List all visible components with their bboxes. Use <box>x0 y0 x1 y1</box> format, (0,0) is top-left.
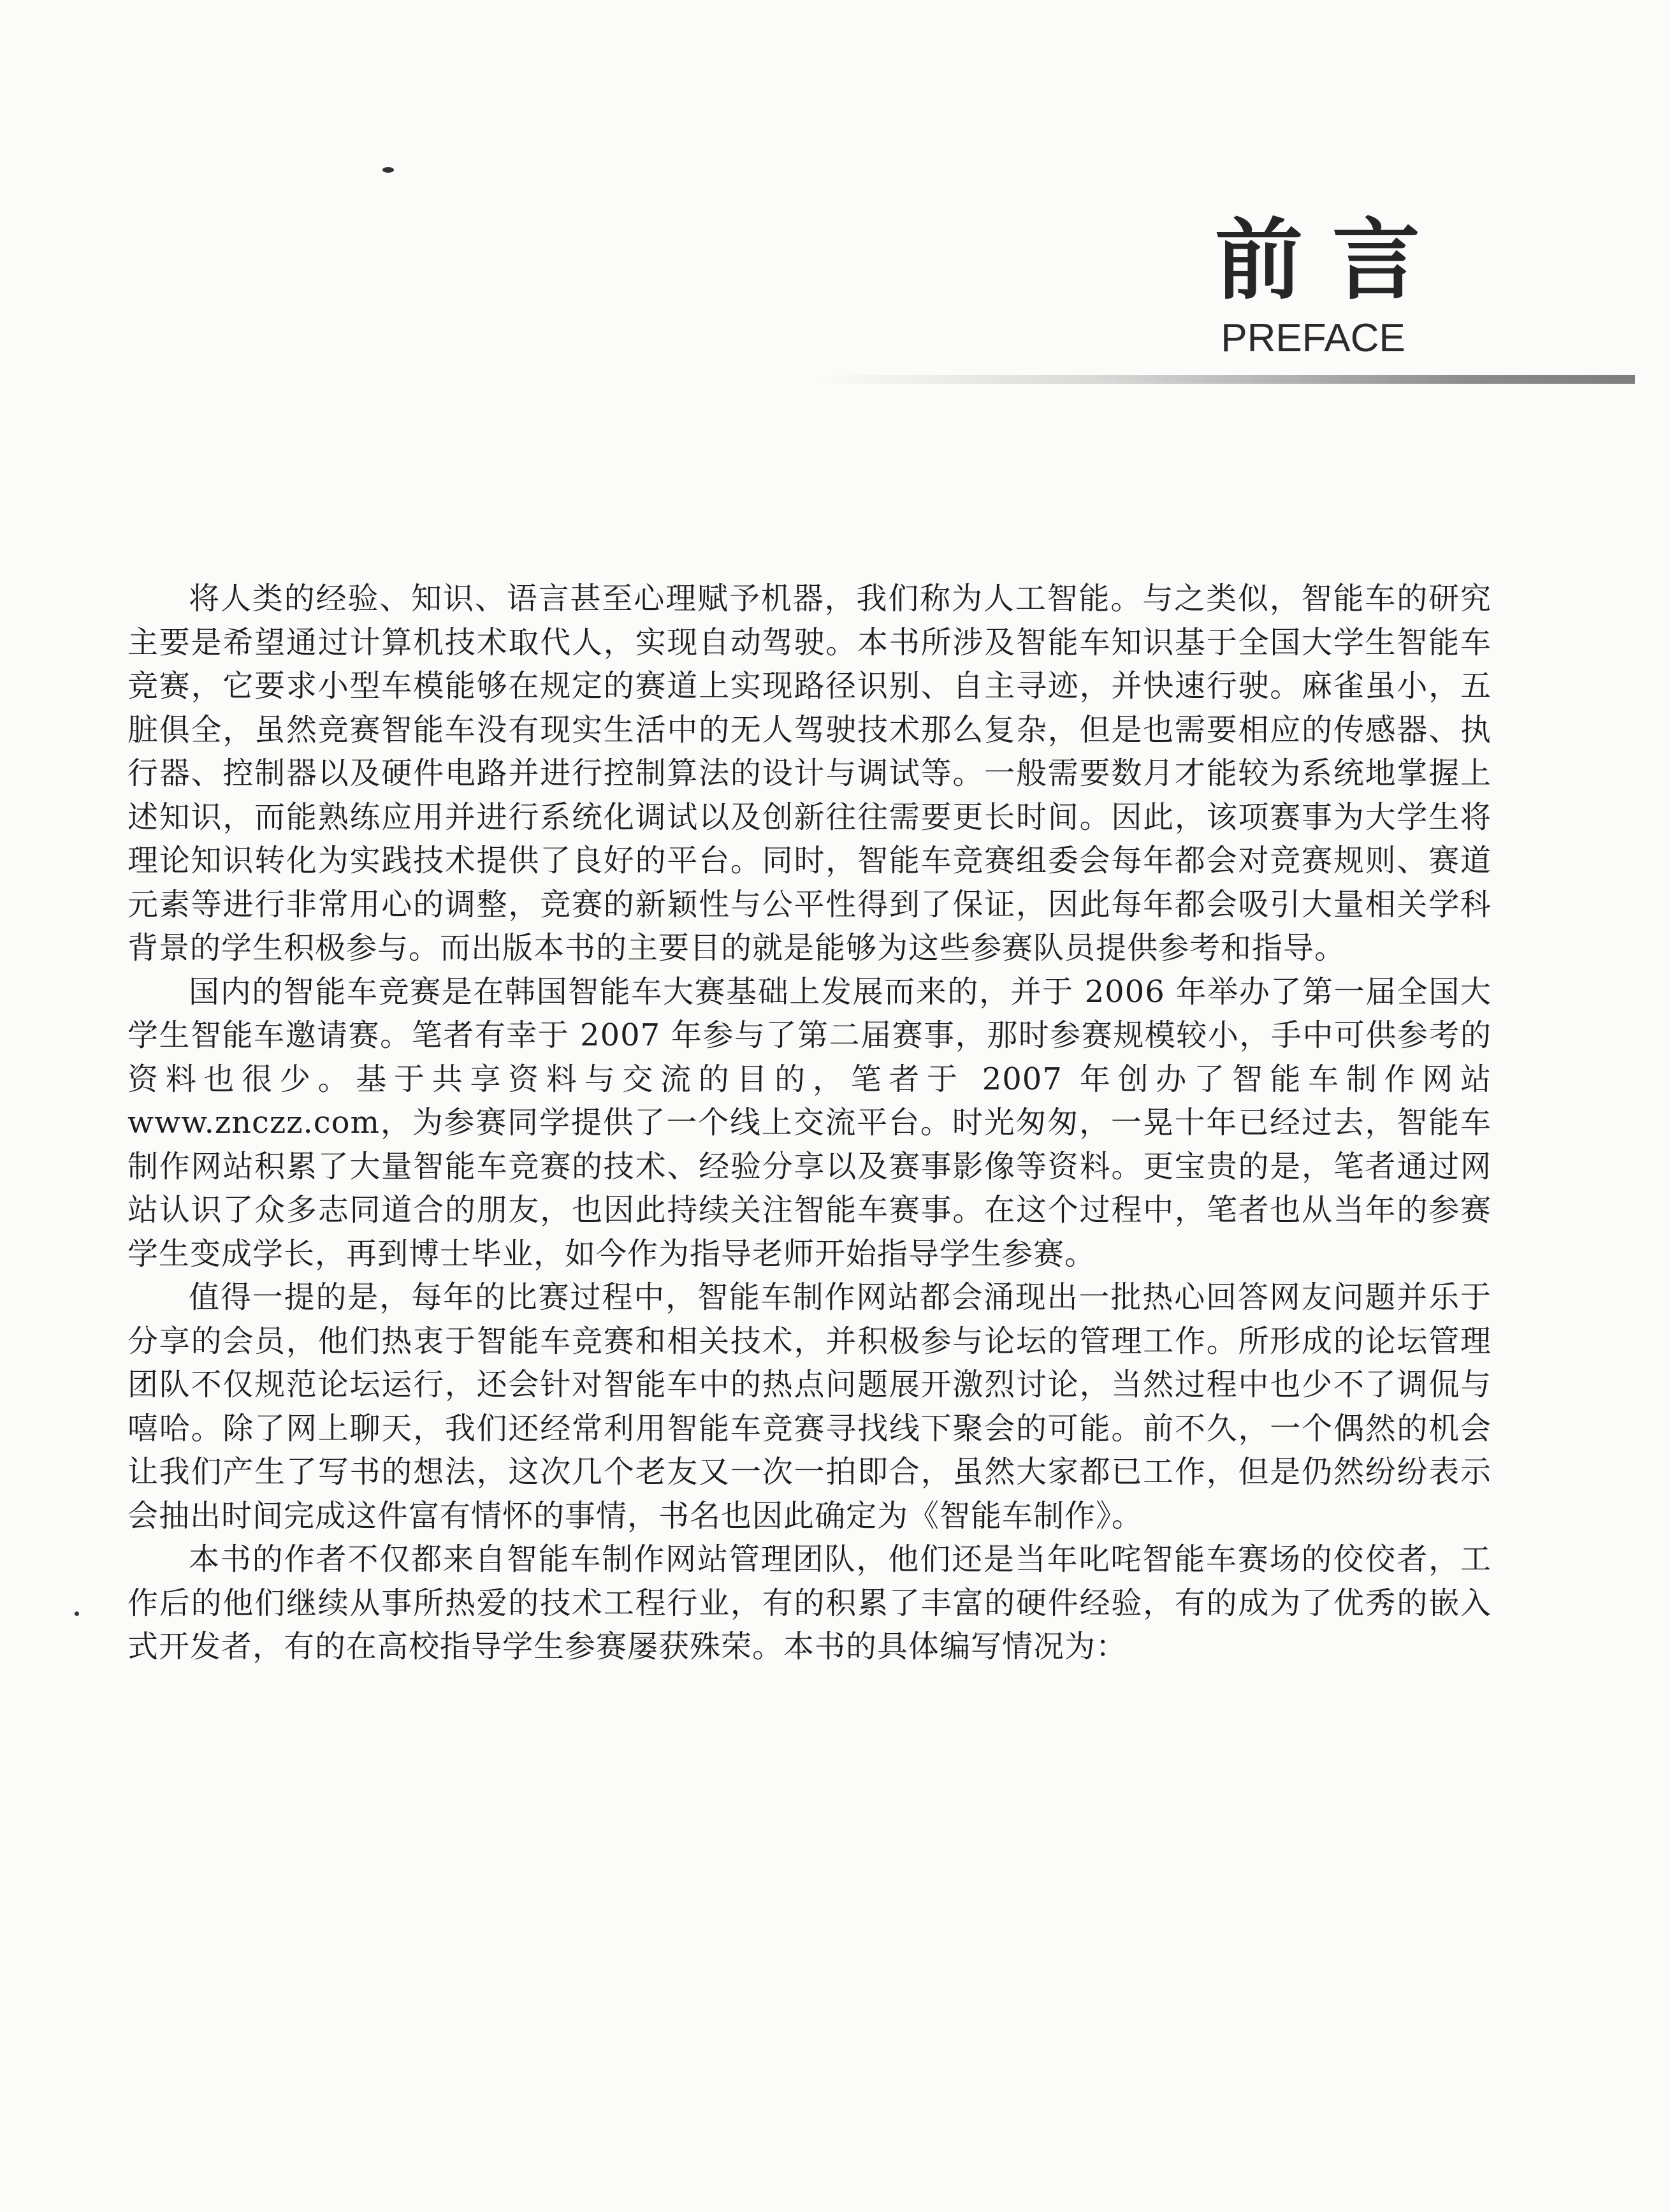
paragraph: 值得一提的是，每年的比赛过程中，智能车制作网站都会涌现出一批热心回答网友问题并乐于分享的会员，他们热衷于智能车竞赛和相关技术，并积极参与论坛的管理工作。所形成的论坛管理团队不仅规范论坛运行，还会针对智能车中的热点问题展开激烈讨论，当然过程中也少不了调侃与嘻哈。除了网上聊天，我们还经常利用智能车竞赛寻找线下聚会的可能。前不久，一个偶然的机会让我们产生了写书的想法，这次几个老友又一次一拍即合，虽然大家都已工作，但是仍然纷纷表示会抽出时间完成这件富有情怀的事情，书名也因此确定为《智能车制作》。 <box>127 1279 1492 1534</box>
chapter-subtitle: PREFACE <box>1221 316 1405 360</box>
scan-speck <box>75 1612 79 1616</box>
scan-speck <box>382 167 394 173</box>
chapter-title: 前言 <box>1214 209 1449 312</box>
title-rule <box>816 375 1635 384</box>
paragraph: 国内的智能车竞赛是在韩国智能车大赛基础上发展而来的，并于 2006 年举办了第一届全国大学生智能车邀请赛。笔者有幸于 2007 年参与了第二届赛事，那时参赛规模较小，手中可供参考的资料也很少。基于共享资料与交流的目的，笔者于 2007 年创办了智能车制作网站 www.znczz.com，为参赛同学提供了一个线上交流平台。时光匆匆，一晃十年已经过去，智能车制作网站积累了大量智能车竞赛的技术、经验分享以及赛事影像等资料。更宝贵的是，笔者通过网站认识了众多志同道合的朋友，也因此持续关注智能车赛事。在这个过程中，笔者也从当年的参赛学生变成学长，再到博士毕业，如今作为指导老师开始指导学生参赛。 <box>127 973 1492 1272</box>
paragraph: 将人类的经验、知识、语言甚至心理赋予机器，我们称为人工智能。与之类似，智能车的研究主要是希望通过计算机技术取代人，实现自动驾驶。本书所涉及智能车知识基于全国大学生智能车竞赛，它要求小型车模能够在规定的赛道上实现路径识别、自主寻迹，并快速行驶。麻雀虽小，五脏俱全，虽然竞赛智能车没有现实生活中的无人驾驶技术那么复杂，但是也需要相应的传感器、执行器、控制器以及硬件电路并进行控制算法的设计与调试等。一般需要数月才能较为系统地掌握上述知识，而能熟练应用并进行系统化调试以及创新往往需要更长时间。因此，该项赛事为大学生将理论知识转化为实践技术提供了良好的平台。同时，智能车竞赛组委会每年都会对竞赛规则、赛道元素等进行非常用心的调整，竞赛的新颖性与公平性得到了保证，因此每年都会吸引大量相关学科背景的学生积极参与。而出版本书的主要目的就是能够为这些参赛队员提供参考和指导。 <box>127 581 1492 966</box>
paragraph: 本书的作者不仅都来自智能车制作网站管理团队，他们还是当年叱咤智能车赛场的佼佼者，工作后的他们继续从事所热爱的技术工程行业，有的积累了丰富的硬件经验，有的成为了优秀的嵌入式开发者，有的在高校指导学生参赛屡获殊荣。本书的具体编写情况为： <box>127 1541 1492 1664</box>
preface-body <box>127 577 1492 1669</box>
